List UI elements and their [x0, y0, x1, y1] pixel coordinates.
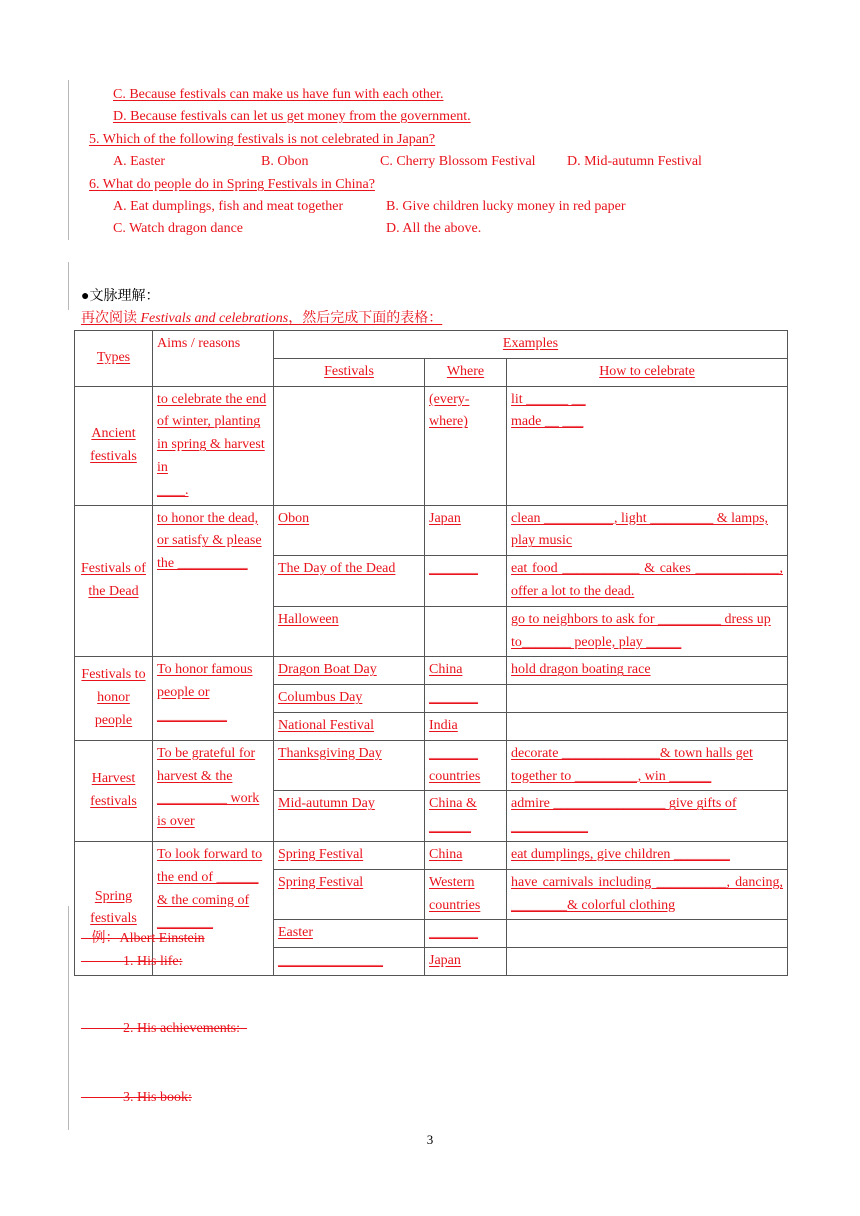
harvest-type: Harvest festivals: [75, 740, 153, 841]
example-item-2: [81, 1020, 247, 1038]
header-examples: Examples: [274, 331, 788, 359]
ancient-aims-part2: planting: [214, 414, 261, 430]
header-where: Where: [425, 358, 507, 386]
ancient-how: [507, 386, 788, 505]
instruction-post: ，然后完成下面的表格：: [288, 311, 443, 326]
ancient-aims-part3: in spring & harvest in: [157, 437, 265, 475]
spring-type: Spring festivals: [75, 841, 153, 975]
honor-festival-1: Dragon Boat Day: [274, 657, 425, 685]
ancient-how-line2: made __ ___: [511, 414, 584, 430]
honor-festival-2: Columbus Day: [274, 685, 425, 713]
question-5-option-a: A. Easter: [113, 154, 166, 169]
question-5-option-d: D. Mid-autumn Festival: [567, 154, 702, 169]
dead-where-1: Japan: [425, 505, 507, 556]
honor-how-2: [507, 685, 788, 713]
question-5-option-b: B. Obon: [261, 154, 309, 169]
margin-line-top: [68, 80, 69, 240]
spring-how-2: have carnivals including __________, dancing, ________& colorful clothing: [507, 869, 788, 920]
harvest-festival-1: Thanksgiving Day: [274, 740, 425, 791]
dead-how-2: eat food ___________ & cakes ____________, offer a lot to the dead.: [507, 556, 788, 607]
spring-festival-2: Spring Festival: [274, 869, 425, 920]
dead-festival-3: Halloween: [274, 606, 425, 657]
header-types: Types: [75, 331, 153, 387]
spring-how-4: [507, 948, 788, 976]
ancient-how-line1: lit ______ __: [511, 391, 586, 407]
spring-festival-1: Spring Festival: [274, 841, 425, 869]
dead-aims: to honor the dead, or satisfy & please the __________: [153, 505, 274, 657]
harvest-where-2: China & ______: [425, 791, 507, 842]
question-6-options-row-1: [113, 198, 673, 216]
example-item-1-text: 1. His life:: [123, 954, 183, 969]
header-aims: Aims / reasons: [153, 331, 274, 387]
question-6: 6. What do people do in Spring Festivals in China?: [89, 177, 375, 192]
example-item-2-text: 2. His achievements:: [123, 1021, 241, 1036]
honor-how-3: [507, 712, 788, 740]
harvest-how-2: admire ________________ give gifts of ___________: [507, 791, 788, 842]
margin-line-middle: [68, 262, 69, 310]
spring-where-3: _______: [425, 920, 507, 948]
dead-type: Festivals of the Dead: [75, 505, 153, 657]
question-5-option-c: C. Cherry Blossom Festival: [380, 154, 536, 169]
dead-how-1: clean __________, light _________ & lamps, play music: [507, 505, 788, 556]
harvest-aims: To be grateful for harvest & the __________ work is over: [153, 740, 274, 841]
dead-where-2: _______: [425, 556, 507, 607]
spring-festival-4: _______________: [274, 948, 425, 976]
instruction-pre: 再次阅读: [81, 311, 141, 326]
harvest-where-1: _______ countries: [425, 740, 507, 791]
margin-line-bottom: [68, 906, 69, 1130]
festivals-table: [74, 330, 788, 976]
question-6-options-row-2: [113, 220, 513, 238]
dead-where-3: [425, 606, 507, 657]
ancient-type: Ancient festivals: [75, 386, 153, 505]
dead-festival-2: The Day of the Dead: [274, 556, 425, 607]
spring-how-3: [507, 920, 788, 948]
harvest-how-1: decorate ______________& town halls get together to _________, win ______: [507, 740, 788, 791]
spring-where-2: Western countries: [425, 869, 507, 920]
spring-festival-3: Easter: [274, 920, 425, 948]
honor-how-1: hold dragon boating race: [507, 657, 788, 685]
honor-type: Festivals to honor people: [75, 657, 153, 740]
example-item-3-text: 3. His book:: [123, 1090, 192, 1105]
header-how: How to celebrate: [507, 358, 788, 386]
question-6-option-a: A. Eat dumplings, fish and meat together: [113, 199, 344, 214]
spring-where-1: China: [425, 841, 507, 869]
instruction-title: Festivals and celebrations: [140, 311, 289, 326]
example-title: [81, 930, 205, 948]
harvest-festival-2: Mid-autumn Day: [274, 791, 425, 842]
honor-festival-3: National Festival: [274, 712, 425, 740]
section-instruction: [81, 310, 442, 328]
section-title: ●文脉理解：: [81, 289, 160, 304]
honor-aims: To honor famous people or __________: [153, 657, 274, 740]
question-4-option-c: C. Because festivals can make us have fun with each other.: [113, 87, 444, 102]
honor-where-2: _______: [425, 685, 507, 713]
honor-where-1: China: [425, 657, 507, 685]
ancient-aims-part1: to celebrate the end of winter,: [157, 391, 267, 430]
question-4-option-d: D. Because festivals can let us get money from the government.: [113, 109, 471, 124]
question-6-option-b: B. Give children lucky money in red paper: [386, 199, 626, 214]
spring-how-1: eat dumplings, give children ________: [507, 841, 788, 869]
question-6-option-c: C. Watch dragon dance: [113, 221, 244, 236]
ancient-festival: [274, 386, 425, 505]
header-festivals: Festivals: [274, 358, 425, 386]
page-number: 3: [426, 1132, 434, 1147]
example-title-text: 例：Albert Einstein: [91, 931, 205, 946]
ancient-where: (every-where): [425, 386, 507, 505]
example-item-3: [81, 1089, 192, 1107]
ancient-aims: [153, 386, 274, 505]
spring-aims: To look forward to the end of ______ & the coming of ________: [153, 841, 274, 975]
example-item-1: [81, 953, 183, 971]
dead-how-3: go to neighbors to ask for _________ dress up to_______ people, play _____: [507, 606, 788, 657]
spring-where-4: Japan: [425, 948, 507, 976]
honor-where-3: India: [425, 712, 507, 740]
ancient-aims-part4: ____.: [157, 482, 189, 498]
question-5: 5. Which of the following festivals is not celebrated in Japan?: [89, 132, 436, 147]
dead-festival-1: Obon: [274, 505, 425, 556]
question-5-options: [113, 153, 733, 171]
question-6-option-d: D. All the above.: [386, 221, 482, 236]
